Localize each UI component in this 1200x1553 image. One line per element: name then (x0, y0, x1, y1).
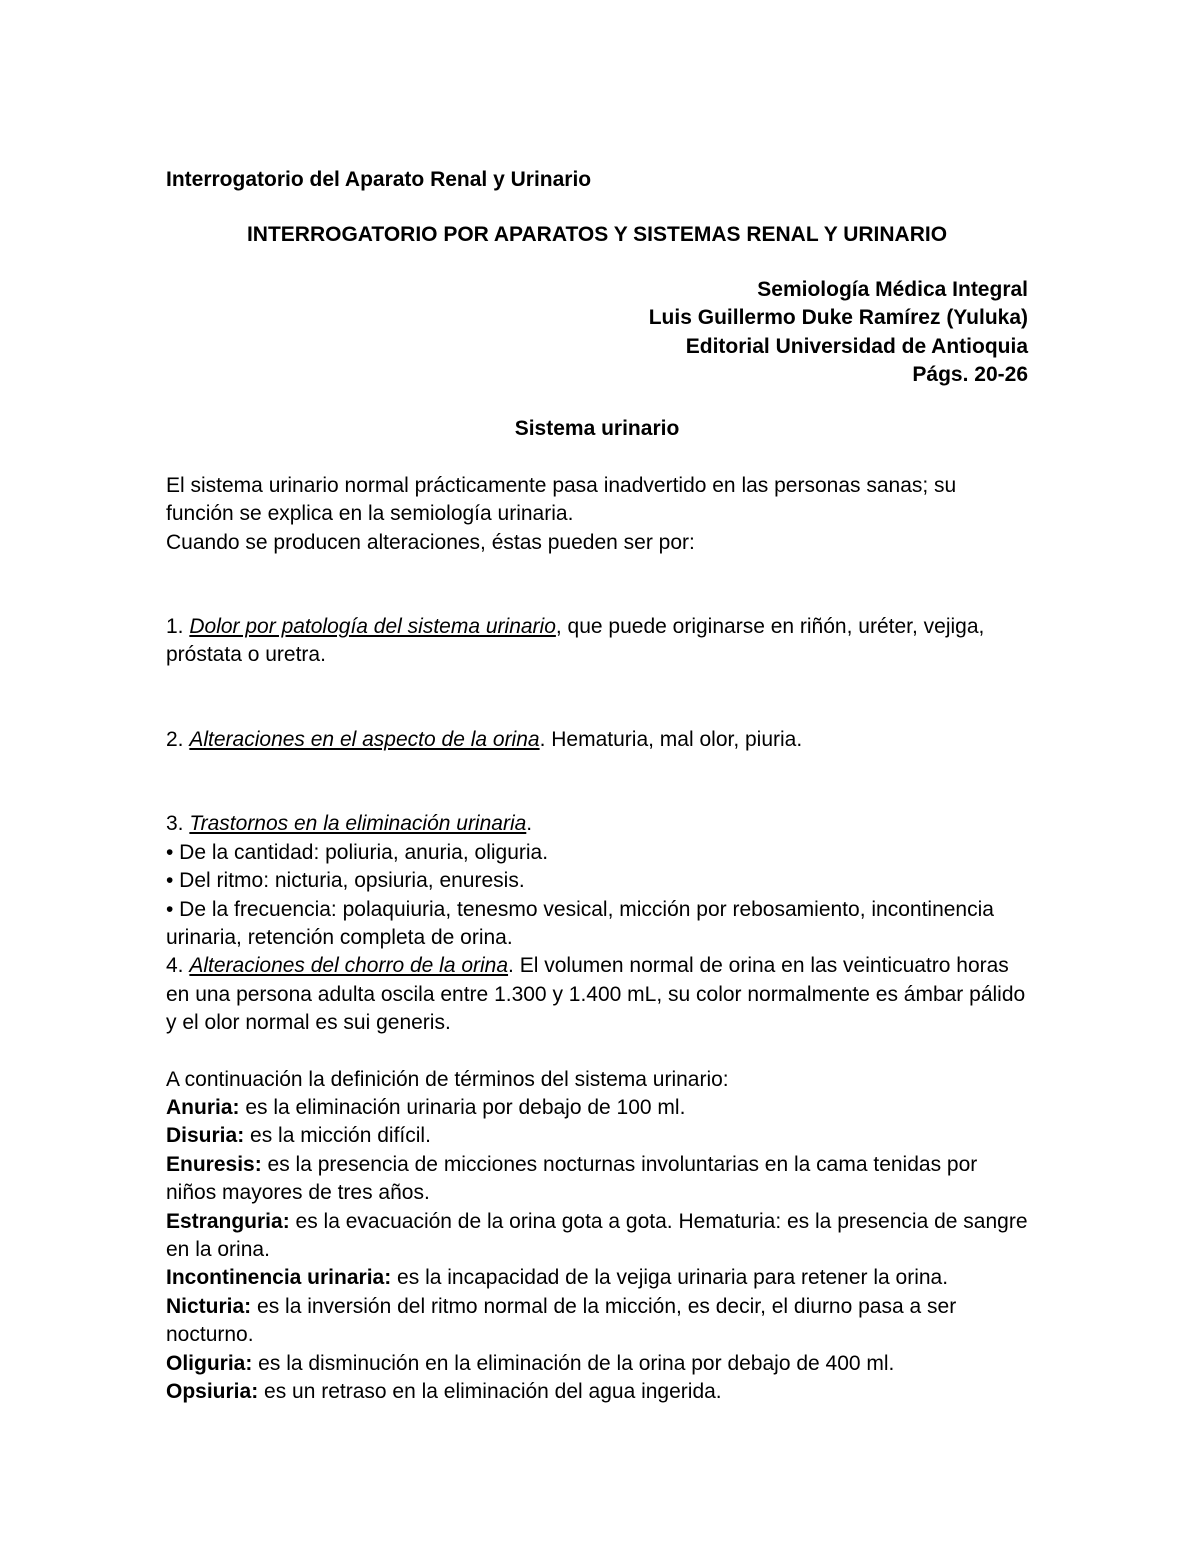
item-number: 2. (166, 727, 190, 751)
definition-text: es la micción difícil. (244, 1124, 431, 1148)
definition-text: es la incapacidad de la vejiga urinaria para retener la orina. (391, 1266, 949, 1290)
reference-block (166, 276, 1028, 390)
definition-term: Nicturia: (166, 1294, 252, 1318)
definition-item (166, 1122, 1028, 1150)
item-text: . Hematuria, mal olor, piuria. (539, 727, 803, 751)
definition-item (166, 1378, 1028, 1406)
definition-text: es la disminución en la eliminación de la orina por debajo de 400 ml. (252, 1351, 895, 1375)
definitions-intro: A continuación la definición de términos del sistema urinario: (166, 1067, 729, 1091)
definition-term: Estranguria: (166, 1209, 290, 1233)
bullet-item: • Del ritmo: nicturia, opsiuria, enuresis. (166, 869, 525, 893)
item-number: 3. (166, 812, 190, 836)
bullet-item: • De la frecuencia: polaquiuria, tenesmo vesical, micción por rebosamiento, incontinencia urinaria, retención completa de orina. (166, 897, 994, 949)
reference-author: Luis Guillermo Duke Ramírez (Yuluka) (648, 306, 1028, 330)
definition-item (166, 1094, 1028, 1122)
definition-term: Oliguria: (166, 1351, 253, 1375)
intro-paragraph: Cuando se producen alteraciones, éstas pueden ser por: (166, 530, 695, 554)
section-title: Sistema urinario (514, 417, 680, 441)
definition-item (166, 1350, 1028, 1378)
intro-paragraph: El sistema urinario normal prácticamente pasa inadvertido en las personas sanas; su función se explica en la semiología urinaria. (166, 473, 957, 526)
item-title: Alteraciones del chorro de la orina (189, 954, 509, 978)
list-item (166, 952, 1028, 1037)
definition-item (166, 1151, 1028, 1208)
item-title: Alteraciones en el aspecto de la orina (189, 727, 540, 751)
item-text: . (526, 812, 533, 836)
bullet-item: • De la cantidad: poliuria, anuria, oliguria. (166, 840, 549, 864)
reference-book: Semiología Médica Integral (757, 277, 1028, 301)
item-text: , que puede originarse en riñón, uréter, vejiga, próstata o uretra. (166, 615, 985, 667)
definition-text: es la eliminación urinaria por debajo de 100 ml. (239, 1095, 686, 1119)
document-page (166, 166, 1028, 1406)
list-item (166, 613, 1028, 670)
item-title: Dolor por patología del sistema urinario (189, 615, 556, 639)
list-item (166, 726, 1028, 754)
main-heading: INTERROGATORIO POR APARATOS Y SISTEMAS RENAL Y URINARIO (246, 223, 948, 247)
item-title: Trastornos en la eliminación urinaria (189, 812, 527, 836)
item-number: 4. (166, 954, 190, 978)
definition-term: Opsiuria: (166, 1380, 259, 1403)
list-item (166, 810, 1028, 838)
definition-item (166, 1264, 1028, 1292)
definition-text: es la evacuación de la orina gota a gota. Hematuria: es la presencia de sangre en la orina. (166, 1209, 1028, 1261)
definition-text: es un retraso en la eliminación del agua ingerida. (258, 1380, 722, 1403)
document-title: Interrogatorio del Aparato Renal y Urinario (166, 168, 592, 191)
reference-publisher: Editorial Universidad de Antioquia (685, 334, 1028, 358)
definition-term: Anuria: (166, 1095, 240, 1119)
definition-term: Enuresis: (166, 1152, 262, 1176)
definition-item (166, 1208, 1028, 1265)
definition-text: es la presencia de micciones nocturnas involuntarias en la cama tenidas por niños mayores de tres años. (166, 1152, 978, 1205)
definition-item (166, 1293, 1028, 1350)
definition-text: es la inversión del ritmo normal de la micción, es decir, el diurno pasa a ser nocturno. (166, 1294, 957, 1347)
reference-pages: Págs. 20-26 (912, 363, 1028, 387)
definition-term: Incontinencia urinaria: (166, 1266, 392, 1290)
item-text: . El volumen normal de orina en las veinticuatro horas en una persona adulta oscila entre 1.300 y 1.400 mL, su color normalmente es ámbar pálido y el olor normal es sui generis. (166, 954, 1026, 1035)
item-number: 1. (166, 615, 190, 639)
definition-term: Disuria: (166, 1124, 245, 1148)
